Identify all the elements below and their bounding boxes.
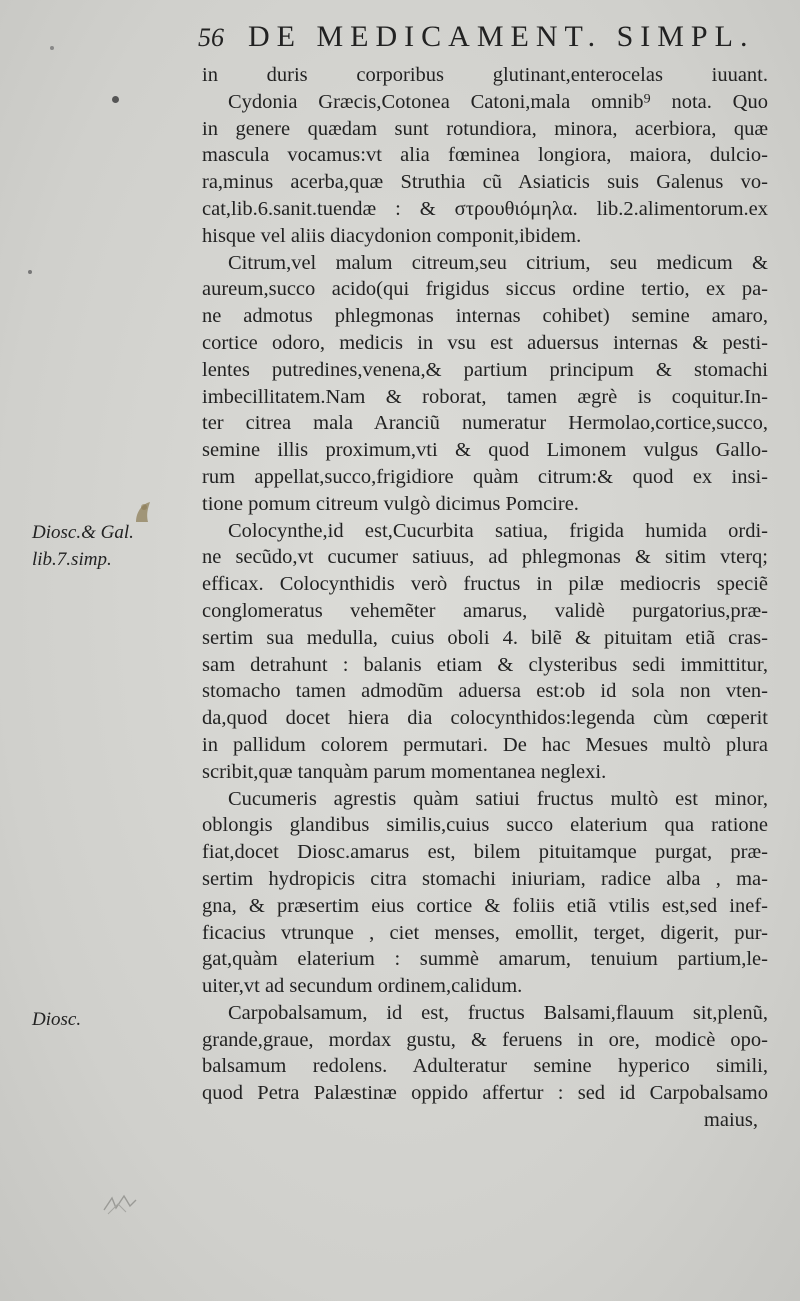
text-line: cortice odoro, medicis in vsu est aduersus internas & pesti- [202, 331, 768, 354]
text-line: aureum,succo acido(qui frigidus siccus ordine tertio, ex pa- [202, 278, 768, 301]
text-line: ra,minus acerba,quæ Struthia cũ Asiaticis suis Galenus vo- [202, 171, 768, 194]
text-line: in duris corporibus glutinant,enterocelas iuuant. [202, 64, 768, 86]
text-line: sertim hydropicis citra stomachi iniuriam, radice alba , ma- [202, 867, 768, 890]
text-line: semine illis proximum,vti & quod Limonem vulgus Gallo- [202, 439, 768, 462]
text-line: lentes putredines,venena,& partium principum & stomachi [202, 358, 768, 381]
text-line: ne secũdo,vt cucumer satiuus, ad phlegmonas & sitim vterq; [202, 546, 768, 569]
text-line: gna, & præsertim eius cortice & foliis etiã vtilis est,sed inef- [202, 894, 768, 917]
text-line: in pallidum colorem permutari. De hac Mesues multò plura [202, 733, 768, 756]
text-line: mascula vocamus:vt alia fœminea longiora, maiora, dulcio- [202, 144, 768, 167]
ink-speck-icon [28, 270, 32, 274]
text-line: hisque vel aliis diacydonion componit,ibidem. [202, 224, 582, 247]
margin-note-line: Diosc.& Gal. [32, 522, 134, 543]
margin-note-line: Diosc. [32, 1009, 82, 1030]
ink-speck-icon [50, 46, 54, 50]
text-line: uiter,vt ad secundum ordinem,calidum. [202, 975, 523, 998]
body-text [202, 62, 768, 1134]
text-line: tione pomum citreum vulgò dicimus Pomcire. [202, 492, 579, 515]
catchword: maius, [703, 1109, 758, 1132]
text-line: sam detrahunt : balanis etiam & clysteribus sedi immittitur, [202, 653, 768, 676]
text-line: gat,quàm elaterium : summè amarum, tenuium partium,le- [202, 948, 768, 971]
text-line: balsamum redolens. Adulteratur semine hyperico simili, [202, 1055, 768, 1078]
text-line: Colocynthe,id est,Cucurbita satiua, frigida humida ordi- [228, 519, 768, 542]
running-title: DE MEDICAMENT. SIMPL. [248, 20, 755, 53]
scribble-mark-icon [102, 1190, 138, 1216]
text-line: Citrum,vel malum citreum,seu citrium, seu medicum & [228, 251, 768, 274]
text-line: ter citrea mala Aranciũ numeratur Hermolao,cortice,succo, [202, 412, 768, 435]
text-line: stomacho tamen admodũm aduersa est:ob id sola non vten- [202, 680, 768, 703]
text-line: imbecillitatem.Nam & roborat, tamen ægrè is coquitur.In- [202, 385, 768, 408]
text-line: grande,graue, mordax gustu, & feruens in ore, modicè opo- [202, 1028, 768, 1051]
text-line: in genere quædam sunt rotundiora, minora, acerbiora, quæ [202, 117, 768, 140]
text-line: sertim sua medulla, cuius oboli 4. bilẽ & pituitam etiã cras- [202, 626, 768, 649]
text-line: quod Petra Palæstinæ oppido affertur : sed id Carpobalsamo [202, 1082, 768, 1105]
margin-note-line: lib.7.simp. [32, 549, 112, 570]
ink-speck-icon [112, 96, 119, 103]
margin-note [32, 1006, 182, 1033]
text-line: rum appellat,succo,frigidiore quàm citrum:& quod ex insi- [202, 465, 768, 488]
page-header [198, 20, 778, 64]
text-line: Cydonia Græcis,Cotonea Catoni,mala omnib⁹ nota. Quo [228, 90, 768, 113]
text-line: ne admotus phlegmonas internas cohibet) semine amaro, [202, 305, 768, 328]
text-line: scribit,quæ tanquàm parum momentanea neglexi. [202, 760, 607, 783]
text-line: fiat,docet Diosc.amarus est, bilem pituitamque purgat, præ- [202, 841, 768, 864]
text-line: oblongis glandibus similis,cuius succo elaterium qua ratione [202, 814, 768, 837]
text-line: efficax. Colocynthidis verò fructus in pilæ mediocris speciẽ [202, 573, 768, 596]
text-line: cat,lib.6.sanit.tuendæ : & στρουθιόμηλα. lib.2.alimentorum.ex [202, 197, 768, 220]
text-line: conglomeratus vehemẽter amarus, validè purgatorius,præ- [202, 599, 768, 622]
page-number: 56 [198, 23, 224, 52]
margin-note [32, 519, 182, 573]
text-line: da,quod docet hiera dia colocynthidos:legenda cùm cœperit [202, 707, 768, 730]
text-line: Cucumeris agrestis quàm satiui fructus multò est minor, [228, 787, 768, 810]
text-line: Carpobalsamum, id est, fructus Balsami,flauum sit,plenũ, [228, 1001, 768, 1024]
text-line: ficacius vtrunque , ciet menses, emollit, terget, digerit, pur- [202, 921, 768, 944]
